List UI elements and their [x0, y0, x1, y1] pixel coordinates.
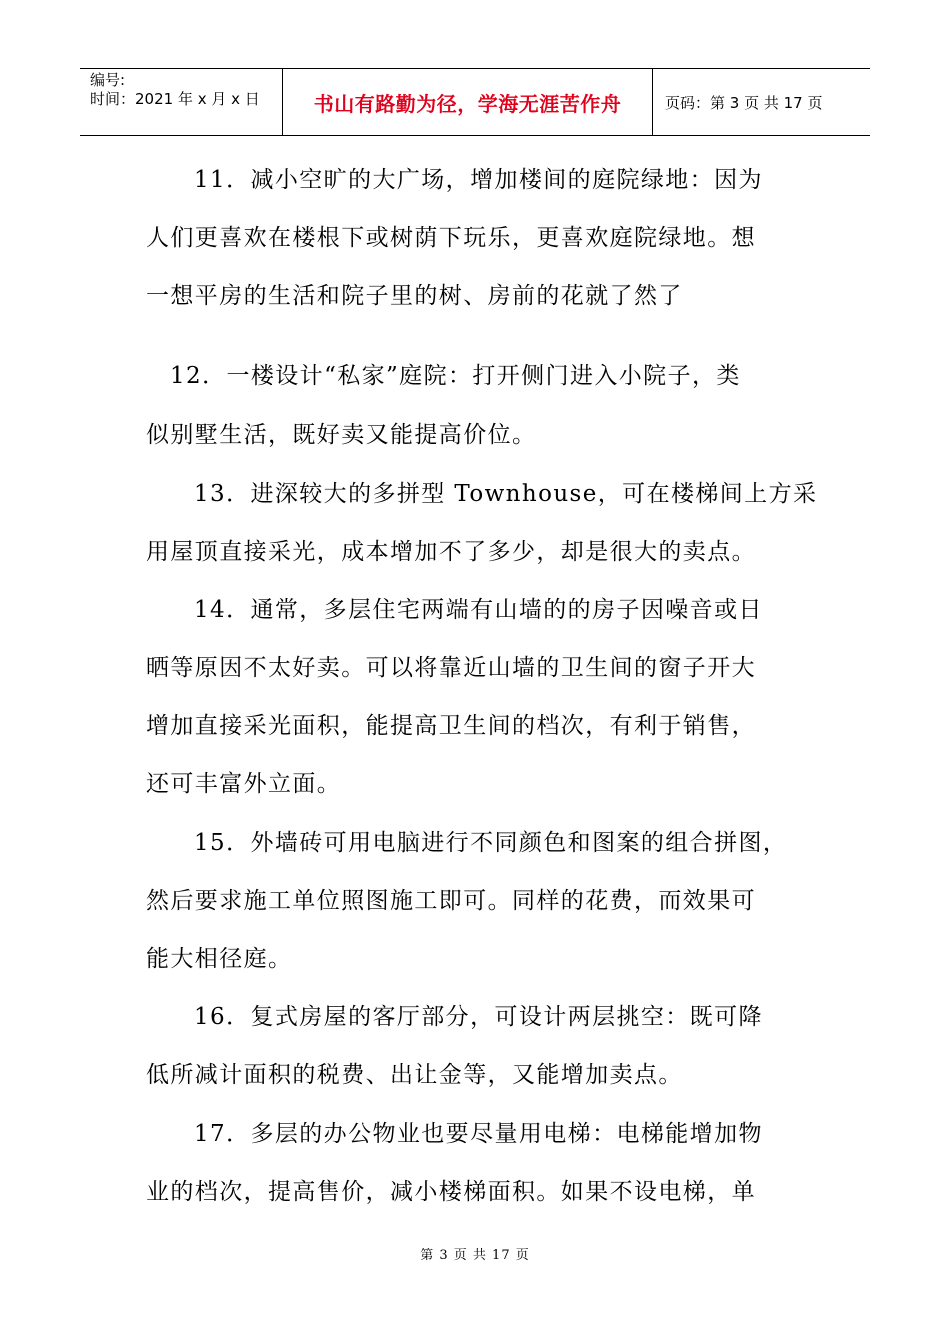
header-motto: 书山有路勤为径，学海无涯苦作舟	[283, 69, 653, 135]
text-line: 能大相径庭。	[146, 946, 293, 972]
header-page-info: 页码：第 3 页 共 17 页	[665, 93, 823, 112]
text-line: 一想平房的生活和院子里的树、房前的花就了然了	[146, 283, 683, 309]
text-line: 17．多层的办公物业也要尽量用电梯：电梯能增加物	[194, 1121, 763, 1147]
page-footer: 第 3 页 共 17 页	[420, 1248, 530, 1263]
text-line: 业的档次，提高售价，减小楼梯面积。如果不设电梯，单	[146, 1179, 756, 1205]
text-line: 14．通常，多层住宅两端有山墙的的房子因噪音或日	[194, 597, 763, 623]
text-line: 似别墅生活，既好卖又能提高价位。	[146, 422, 537, 448]
text-line: 13．进深较大的多拼型 Townhouse，可在楼梯间上方采	[194, 481, 818, 507]
page-header	[80, 68, 870, 136]
header-meta	[80, 69, 283, 135]
text-line: 还可丰富外立面。	[146, 771, 342, 797]
text-line: 低所减计面积的税费、出让金等，又能增加卖点。	[146, 1062, 683, 1088]
document-number-label: 编号:	[90, 71, 126, 89]
text-line: 12．一楼设计“私家”庭院：打开侧门进入小院子，类	[170, 363, 741, 389]
text-line: 16．复式房屋的客厅部分，可设计两层挑空：既可降	[194, 1004, 763, 1030]
text-line: 晒等原因不太好卖。可以将靠近山墙的卫生间的窗子开大	[146, 655, 756, 681]
text-line: 然后要求施工单位照图施工即可。同样的花费，而效果可	[146, 888, 756, 914]
text-line: 用屋顶直接采光，成本增加不了多少，却是很大的卖点。	[146, 539, 756, 565]
text-line: 15．外墙砖可用电脑进行不同颜色和图案的组合拼图，	[194, 830, 788, 856]
text-line: 增加直接采光面积，能提高卫生间的档次，有利于销售，	[146, 713, 756, 739]
document-date: 时间：2021 年 x 月 x 日	[90, 90, 260, 108]
text-line: 11．减小空旷的大广场，增加楼间的庭院绿地：因为	[194, 167, 763, 193]
text-line: 人们更喜欢在楼根下或树荫下玩乐，更喜欢庭院绿地。想	[146, 225, 756, 251]
